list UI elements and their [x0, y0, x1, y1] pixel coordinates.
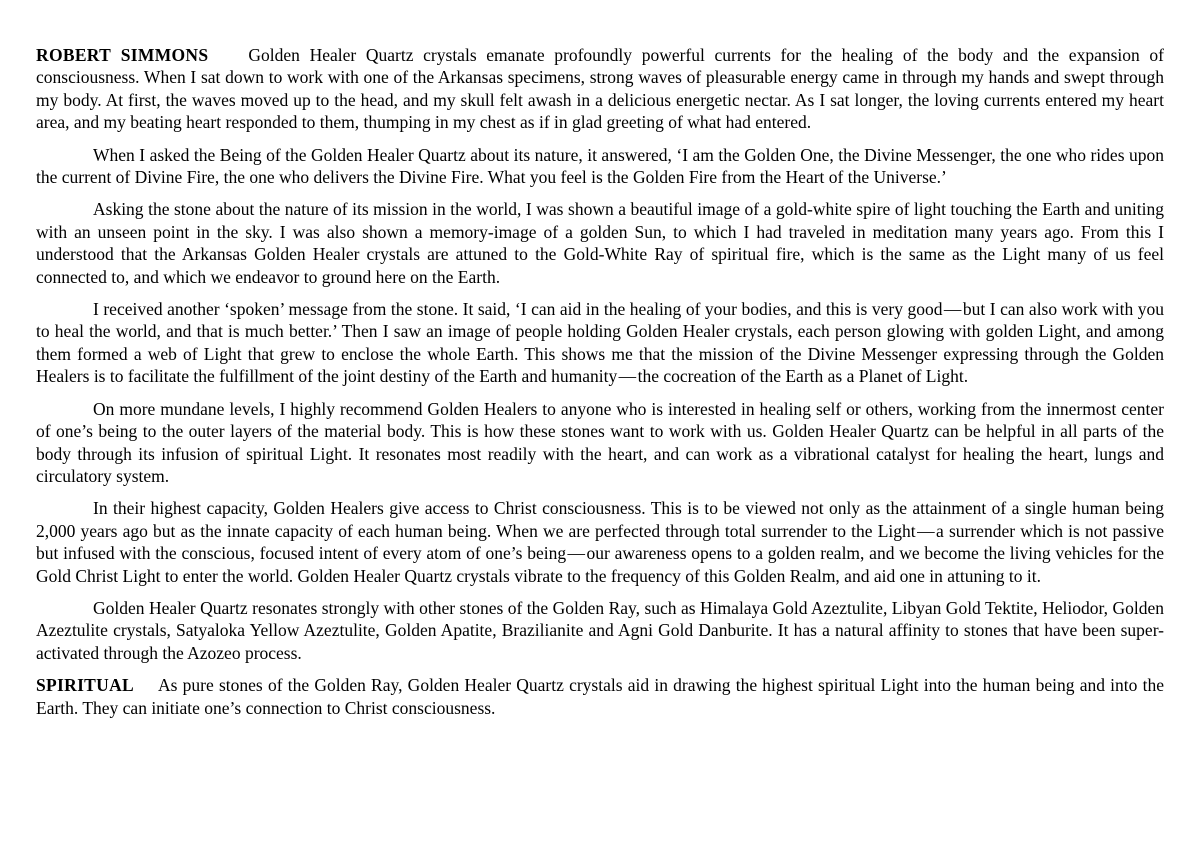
paragraph-text: As pure stones of the Golden Ray, Golden Healer Quartz crystals aid in drawing the highest spiritual Light into the human being and into the Earth. They can initiate one’s connection to Christ consciousness. — [36, 675, 1164, 718]
paragraph-author-note — [36, 44, 1164, 134]
paragraph-text: When I asked the Being of the Golden Healer Quartz about its nature, it answered, ‘I am the Golden One, the Divine Messenger, the one who rides upon the current of Divine Fire, the one who delivers the Divine Fire. What you feel is the Golden Fire from the Heart of the Universe.’ — [36, 144, 1164, 188]
paragraph — [36, 144, 1164, 189]
paragraph — [36, 198, 1164, 288]
paragraph — [36, 497, 1164, 587]
paragraph-text: In their highest capacity, Golden Healers give access to Christ consciousness. This is to be viewed not only as the attainment of a single human being 2,000 years ago but as the innate capacity of each human being. When we are perfected through total surrender to the Light — a surrender which is not passive but infused with the conscious, focused intent of every atom of one’s being — our awareness opens to a golden realm, and we become the living vehicles for the Gold Christ Light to enter the world. Golden Healer Quartz crystals vibrate to the frequency of this Golden Realm, and aid one in attuning to it. — [36, 498, 1164, 586]
section-heading-spiritual: SPIRITUAL — [36, 675, 135, 696]
paragraph — [36, 398, 1164, 488]
author-heading: ROBERT SIMMONS — [36, 45, 209, 65]
document-page — [36, 44, 1164, 719]
paragraph-text: Asking the stone about the nature of its mission in the world, I was shown a beautiful image of a gold-white spire of light touching the Earth and uniting with an unseen point in the sky. I was also shown a memory-image of a golden Sun, to which I had traveled in meditation many years ago. From this I understood that the Arkansas Golden Healer crystals are attuned to the Gold-White Ray of spiritual fire, which is the same as the Light many of us feel connected to, and which we endeavor to ground here on the Earth. — [36, 199, 1164, 287]
lead-gap — [134, 690, 158, 691]
paragraph-spiritual — [36, 674, 1164, 719]
paragraph-text: On more mundane levels, I highly recommend Golden Healers to anyone who is interested in healing self or others, working from the innermost center of one’s being to the outer layers of the material body. This is how these stones want to work with us. Golden Healer Quartz can be helpful in all parts of the body through its infusion of spiritual Light. It resonates most readily with the heart, and can work as a vibrational catalyst for healing the heart, lungs and circulatory system. — [36, 398, 1164, 486]
paragraph-text: Golden Healer Quartz crystals emanate profoundly powerful currents for the healing of the body and the expansion of consciousness. When I sat down to work with one of the Arkansas specimens, strong waves of pleasurable energy came in through my hands and swept through my body. At first, the waves moved up to the head, and my skull felt awash in a delicious energetic nectar. As I sat longer, the loving currents entered my heart area, and my beating heart responded to them, thumping in my chest as if in glad greeting of what had entered. — [36, 45, 1164, 133]
paragraph-text: I received another ‘spoken’ message from the stone. It said, ‘I can aid in the healing of your bodies, and this is very good — but I can also work with you to heal the world, and that is much better.’ Then I saw an image of people holding Golden Healer crystals, each person glowing with golden Light, and among them formed a web of Light that grew to enclose the whole Earth. This shows me that the mission of the Divine Messenger expressing through the Golden Healers is to facilitate the fulfillment of the joint destiny of the Earth and humanity — the cocreation of the Earth as a Planet of Light. — [36, 299, 1164, 387]
paragraph — [36, 298, 1164, 388]
lead-gap — [208, 60, 248, 61]
paragraph-text: Golden Healer Quartz resonates strongly with other stones of the Golden Ray, such as Himalaya Gold Azeztulite, Libyan Gold Tektite, Heliodor, Golden Azeztulite crystals, Satyaloka Yellow Azeztulite, Golden Apatite, Brazilianite and Agni Gold Danburite. It has a natural affinity to stones that have been super-activated through the Azozeo process. — [36, 597, 1164, 663]
paragraph — [36, 597, 1164, 664]
